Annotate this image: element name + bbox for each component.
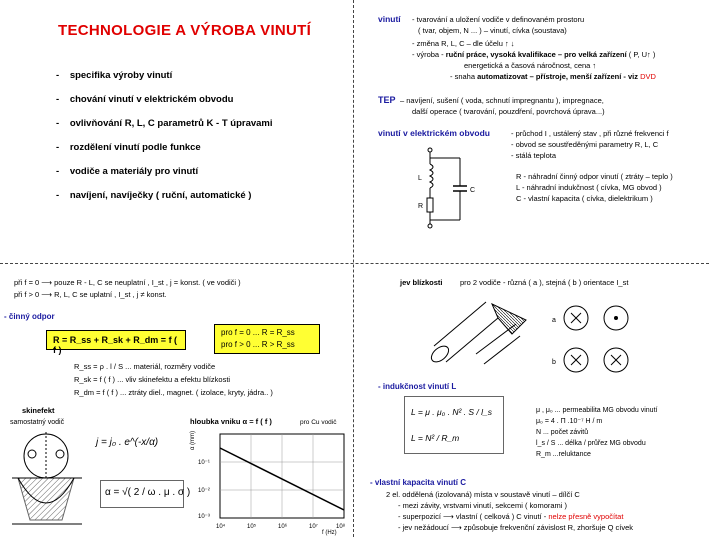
x-tick: 10⁶	[278, 524, 288, 530]
list-item: - chování vinutí v elektrickém obvodu	[56, 88, 273, 112]
inductance-formula-2: L = N² / R_m	[411, 433, 460, 443]
inductance-note-2: μ₀ = 4 . Π .10⁻⁷ H / m	[536, 418, 603, 425]
inductance-note-5: R_m ...reluktance	[536, 451, 591, 458]
section-heading-resistance: - činný odpor	[4, 312, 55, 321]
list-item: - specifika výroby vinutí	[56, 64, 273, 88]
capacitance-line-1: 2 el. oddělená (izolovaná) místa v soustavě vinutí – dílčí C	[386, 490, 580, 499]
depth-frequency-graph	[190, 426, 352, 536]
condition-line-1: pro f = 0 ... R = R_ss	[221, 328, 295, 337]
resistance-formula-box: R = R_ss + R_sk + R_dm = f ( f )	[46, 330, 186, 350]
rsk-line: R_sk = f ( f ) ... vliv skinefektu a efektu blízkosti	[74, 375, 231, 384]
freq-positive-line: při f > 0 ⟶ R, L, C se uplatní , I_st , j ≠ konst.	[14, 290, 167, 299]
depth-subheading: pro Cu vodič	[300, 419, 337, 426]
proximity-description: pro 2 vodiče - různá ( a ), stejná ( b ) orientace I_st	[460, 278, 629, 287]
condition-line-2: pro f > 0 ... R > R_ss	[221, 340, 295, 349]
horizontal-divider	[0, 263, 709, 264]
inductance-formula-1: L = μ . μ₀ . N² . S / l_s	[411, 407, 492, 417]
alpha-formula: α = √( 2 / ω . μ . σ )	[100, 480, 184, 508]
vinuti-heading: vinutí	[378, 14, 401, 24]
x-tick: 10⁴	[216, 524, 226, 530]
inductance-heading: - indukčnost vinutí L	[378, 382, 457, 391]
x-axis-label: f (Hz)	[322, 530, 337, 536]
y-axis-label: α (mm)	[190, 430, 196, 450]
vinuti-line-6: - snaha automatizovat – přístroje, menší zařízení - viz DVD	[450, 72, 656, 81]
circuit-line-3: - stálá teplota	[511, 151, 557, 160]
rss-line: R_ss = ρ . l / S ... materiál, rozměry vodiče	[74, 362, 216, 371]
label-a: a	[552, 317, 556, 324]
vinuti-line-4: - výroba - ruční práce, vysoká kvalifikace – pro velká zařízení ( P, U↑ )	[412, 50, 656, 59]
rlc-circuit-diagram	[400, 142, 490, 232]
list-item: - navíjení, navíječky ( ruční, automatické )	[56, 184, 273, 208]
inductance-note-1: μ , μ₀ ... permeabilita MG obvodu vinutí	[536, 407, 658, 414]
circuit-r-desc: R - náhradní činný odpor vinutí ( ztráty – teplo )	[516, 172, 673, 181]
capacitance-line-4: - jev nežádoucí ⟶ způsobuje frekvenční závislost R, zhoršuje Q cívek	[398, 523, 634, 532]
tep-line-2: další operace ( tvarování, pouzdření, povrchová úprava...)	[412, 107, 605, 116]
vinuti-line-1: - tvarování a uložení vodiče v definovaném prostoru	[412, 15, 585, 24]
vinuti-line-3: - změna R, L, C – dle účelu ↑ ↓	[412, 39, 515, 48]
conductor-proximity-diagram	[416, 294, 536, 374]
label-r: R	[418, 203, 424, 210]
inductance-note-4: l_s / S ... délka / průřez MG obvodu	[536, 440, 646, 447]
resistance-panel	[0, 266, 353, 537]
vinuti-line-5: energetická a časová náročnost, cena ↑	[464, 61, 597, 70]
label-c: C	[470, 187, 476, 194]
frequency-condition-box	[214, 324, 320, 354]
skin-effect-diagram	[2, 428, 92, 536]
label-l: L	[418, 175, 422, 182]
list-item: - vodiče a materiály pro vinutí	[56, 160, 273, 184]
page-title: TECHNOLOGIE A VÝROBA VINUTÍ	[58, 22, 312, 39]
inductance-formula-box	[404, 396, 504, 454]
circuit-heading: vinutí v elektrickém obvodu	[378, 128, 490, 138]
orientation-diagram	[546, 294, 696, 384]
y-tick: 10⁻¹	[198, 460, 210, 466]
capacitance-line-2: - mezi závity, vrstvami vinutí, sekcemi ( komorami )	[398, 501, 568, 510]
current-density-formula: j = j₀ . e^(-x/α)	[96, 437, 159, 448]
skin-effect-heading: skinefekt	[22, 406, 55, 415]
inductance-note-3: N ... počet závitů	[536, 429, 589, 436]
freq-zero-line: při f = 0 ⟶ pouze R - L, C se neuplatní , I_st , j = konst. ( ve vodiči )	[14, 278, 241, 287]
vertical-divider	[353, 0, 354, 537]
list-item: - rozdělení vinutí podle funkce	[56, 136, 273, 160]
depth-heading: hloubka vniku α = f ( f )	[190, 417, 272, 426]
y-tick: 10⁻²	[198, 488, 210, 494]
circuit-line-1: - průchod I , ustálený stav , při různé frekvenci f	[511, 129, 669, 138]
label-b: b	[552, 359, 556, 366]
proximity-heading: jev blízkosti	[400, 278, 443, 287]
topic-list	[56, 64, 273, 208]
tep-line-1: – navíjení, sušení ( voda, schnutí impregnantu ), impregnace,	[400, 96, 604, 105]
capacitance-heading: - vlastní kapacita vinutí C	[370, 478, 467, 487]
y-tick: 10⁻³	[198, 514, 210, 520]
skin-effect-subheading: samostatný vodič	[10, 419, 65, 426]
capacitance-line-3: - superpozicí ⟶ vlastní ( celková ) C vinutí - nelze přesně vypočítat	[398, 512, 624, 521]
list-item: - ovlivňování R, L, C parametrů K - T úpravami	[56, 112, 273, 136]
tep-heading: TEP	[378, 95, 396, 105]
x-tick: 10⁸	[336, 524, 346, 530]
winding-definition-panel	[356, 0, 709, 263]
x-tick: 10⁷	[309, 524, 318, 530]
proximity-inductance-capacitance-panel	[356, 266, 709, 537]
circuit-c-desc: C - vlastní kapacita ( cívka, dielektrikum )	[516, 194, 653, 203]
slide-title-panel	[0, 0, 353, 263]
rdm-line: R_dm = f ( f ) ... ztráty diel., magnet. ( izolace, kryty, jádra.. )	[74, 388, 273, 397]
x-tick: 10⁵	[247, 524, 257, 530]
circuit-l-desc: L - náhradní indukčnost ( cívka, MG obvod )	[516, 183, 662, 192]
vinuti-line-2: ( tvar, objem, N ... ) – vinutí, cívka (soustava)	[418, 26, 567, 35]
circuit-line-2: - obvod se soustředěnými parametry R, L, C	[511, 140, 659, 149]
